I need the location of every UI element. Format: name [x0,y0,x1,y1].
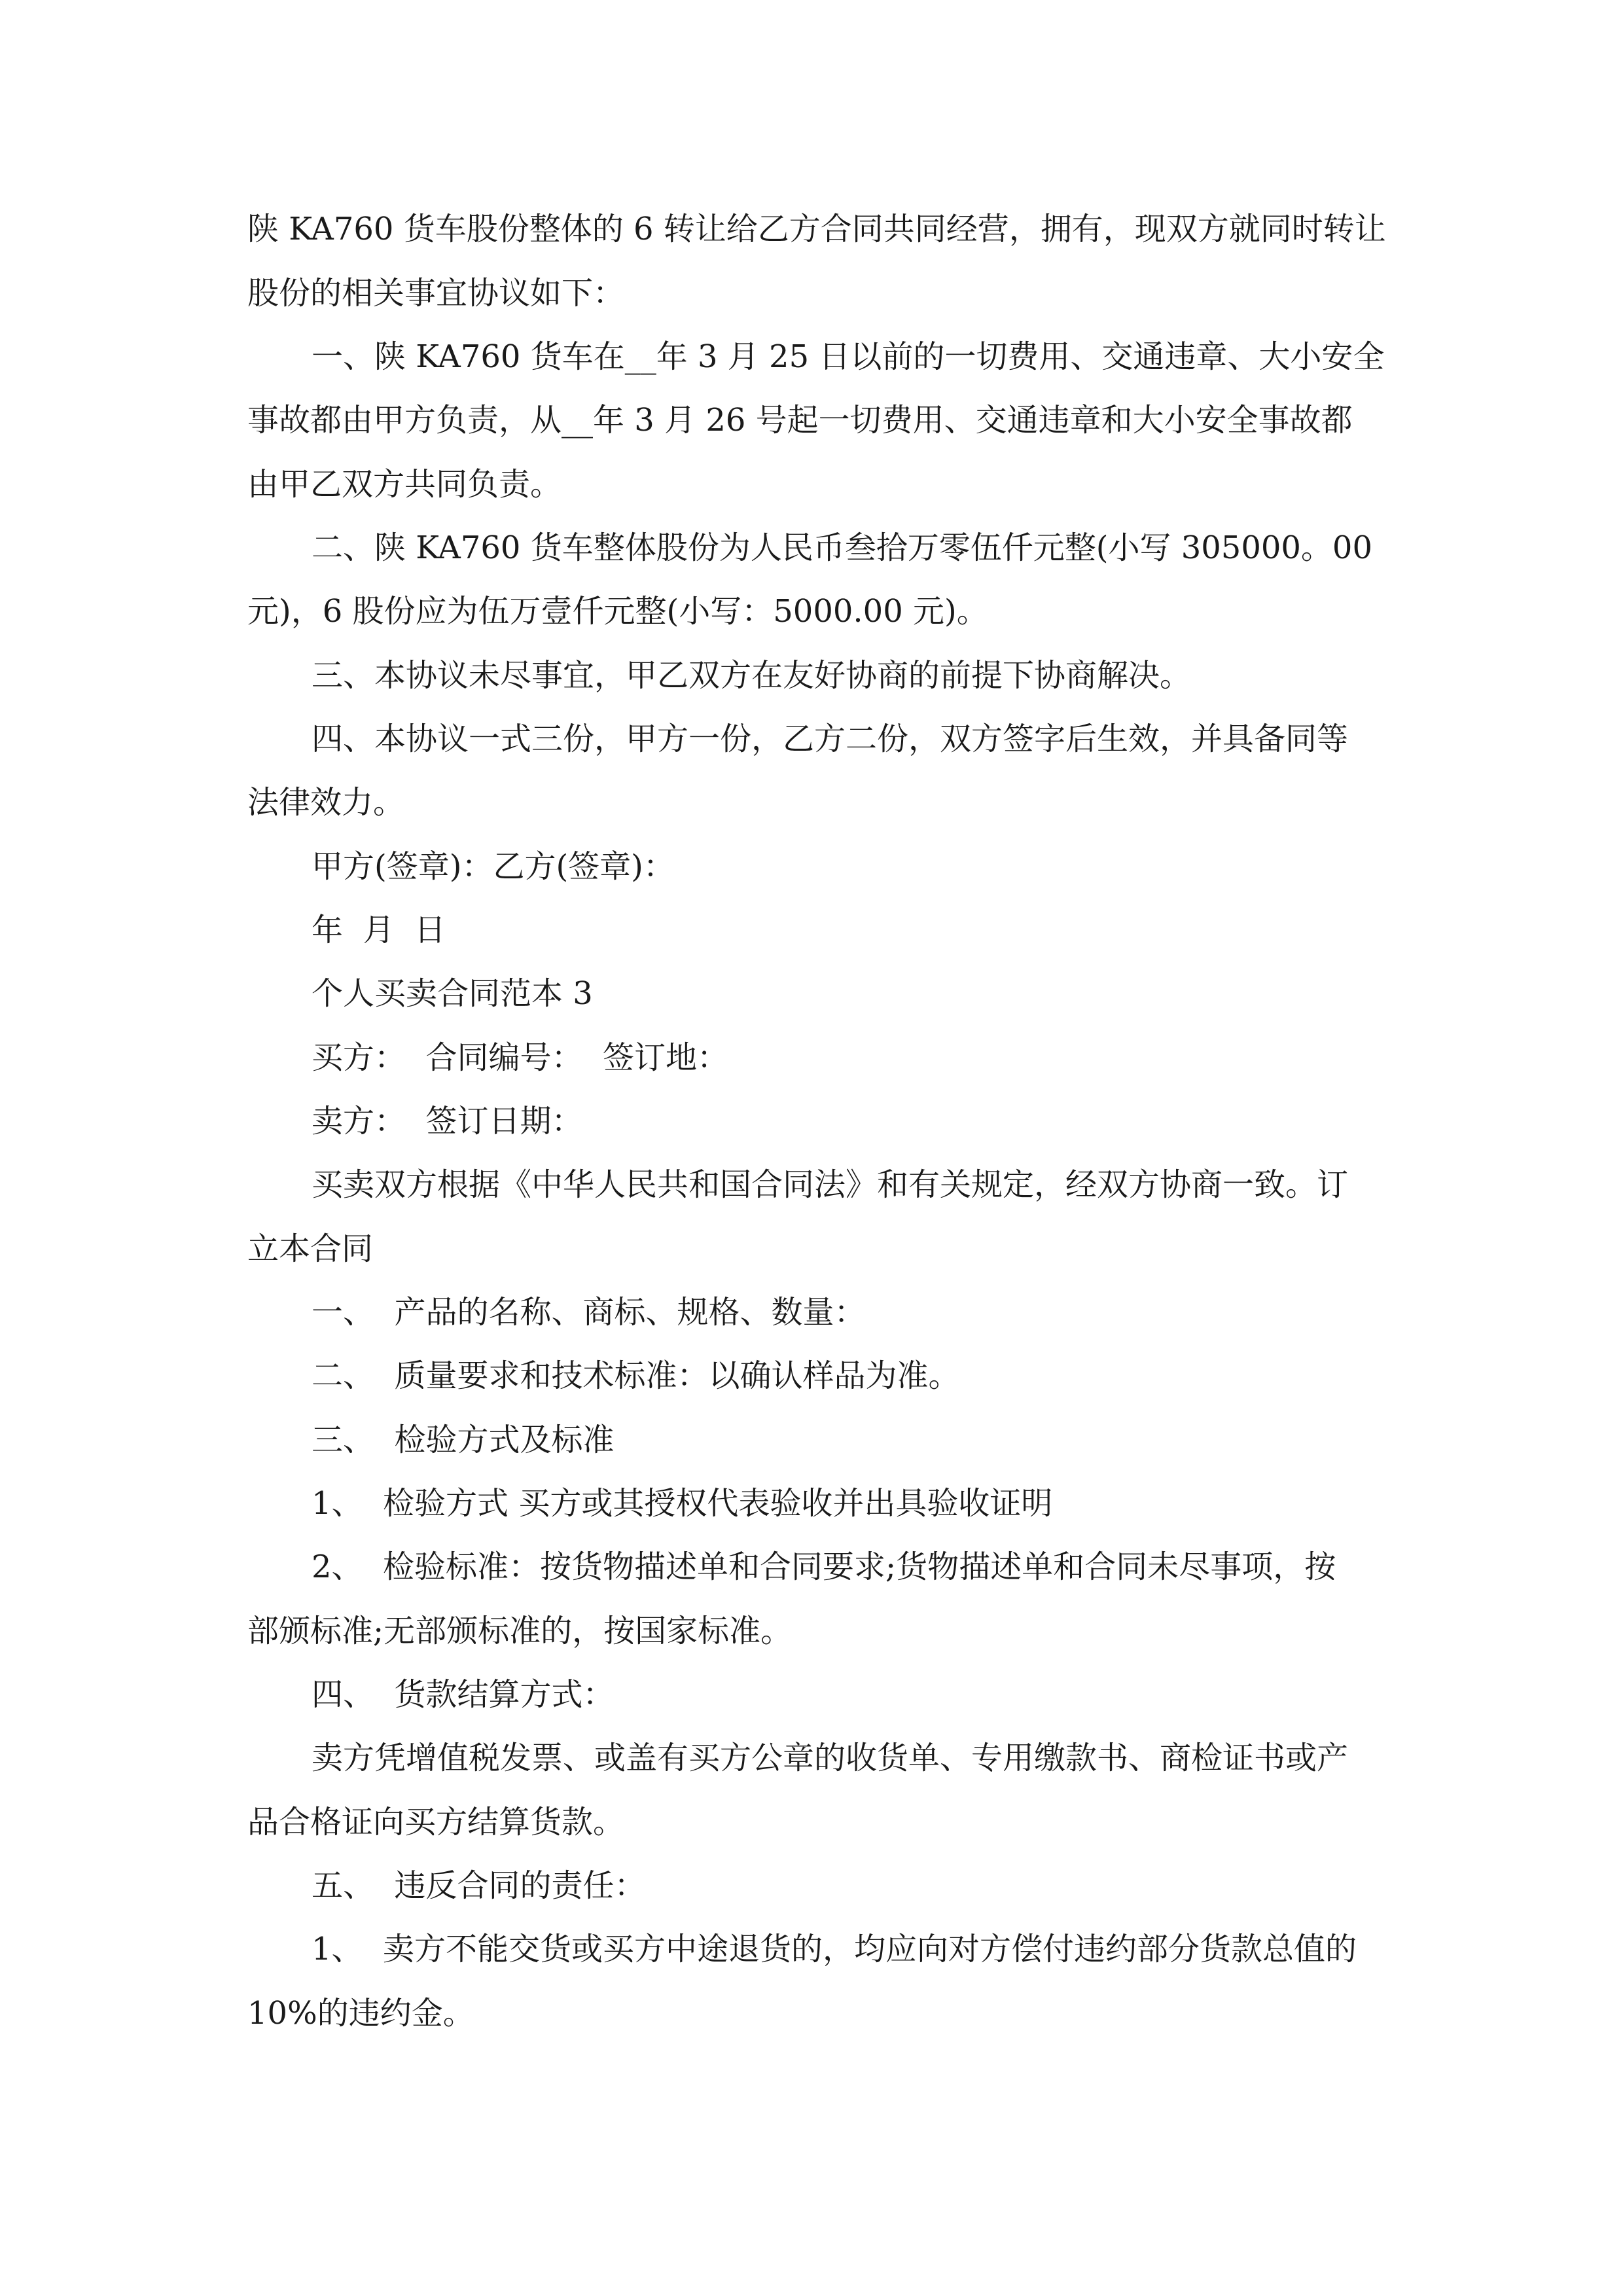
text-line: 股份的相关事宜协议如下： [247,275,625,312]
text-line: 卖方： 签订日期： [312,1103,583,1139]
text-line: 事故都由甲方负责，从__年 3 月 26 号起一切费用、交通违章和大小安全事故都 [247,402,1353,439]
text-line: 1、 检验方式 买方或其授权代表验收并出具验收证明 [312,1485,1053,1522]
text-line: 部颁标准;无部颁标准的，按国家标准。 [247,1613,793,1649]
text-line: 二、陕 KA760 货车整体股份为人民币叁拾万零伍仟元整(小写 305000。00 [312,529,1373,566]
text-line: 品合格证向买方结算货款。 [247,1804,625,1840]
text-line: 二、 质量要求和技术标准：以确认样品为准。 [312,1357,960,1394]
text-line: 三、本协议未尽事宜，甲乙双方在友好协商的前提下协商解决。 [312,657,1192,694]
text-line: 三、 检验方式及标准 [312,1422,615,1458]
text-line: 年 月 日 [312,912,446,948]
text-line: 10%的违约金。 [247,1995,474,2032]
text-line: 买方： 合同编号： 签订地： [312,1039,729,1076]
text-line: 陕 KA760 货车股份整体的 6 转让给乙方合同共同经营，拥有，现双方就同时转让 [247,211,1386,247]
text-line: 立本合同 [247,1230,374,1267]
text-line: 五、 违反合同的责任： [312,1867,646,1904]
text-line: 2、 检验标准：按货物描述单和合同要求;货物描述单和合同未尽事项，按 [312,1549,1336,1585]
text-line: 一、陕 KA760 货车在__年 3 月 25 日以前的一切费用、交通违章、大小安全 [312,338,1385,375]
text-line: 卖方凭增值税发票、或盖有买方公章的收货单、专用缴款书、商检证书或产 [312,1740,1349,1776]
text-line: 元)，6 股份应为伍万壹仟元整(小写：5000.00 元)。 [247,593,988,630]
text-line: 法律效力。 [247,784,405,821]
text-line: 个人买卖合同范本 3 [312,975,593,1012]
text-line: 四、 货款结算方式： [312,1676,615,1713]
text-line: 由甲乙双方共同负责。 [247,466,562,503]
text-line: 甲方(签章)：乙方(签章)： [312,848,675,885]
text-line: 买卖双方根据《中华人民共和国合同法》和有关规定，经双方协商一致。订 [312,1166,1349,1203]
text-line: 1、 卖方不能交货或买方中途退货的，均应向对方偿付违约部分货款总值的 [312,1931,1357,1967]
text-line: 四、本协议一式三份，甲方一份，乙方二份，双方签字后生效，并具备同等 [312,721,1349,757]
text-line: 一、 产品的名称、商标、规格、数量： [312,1294,866,1331]
